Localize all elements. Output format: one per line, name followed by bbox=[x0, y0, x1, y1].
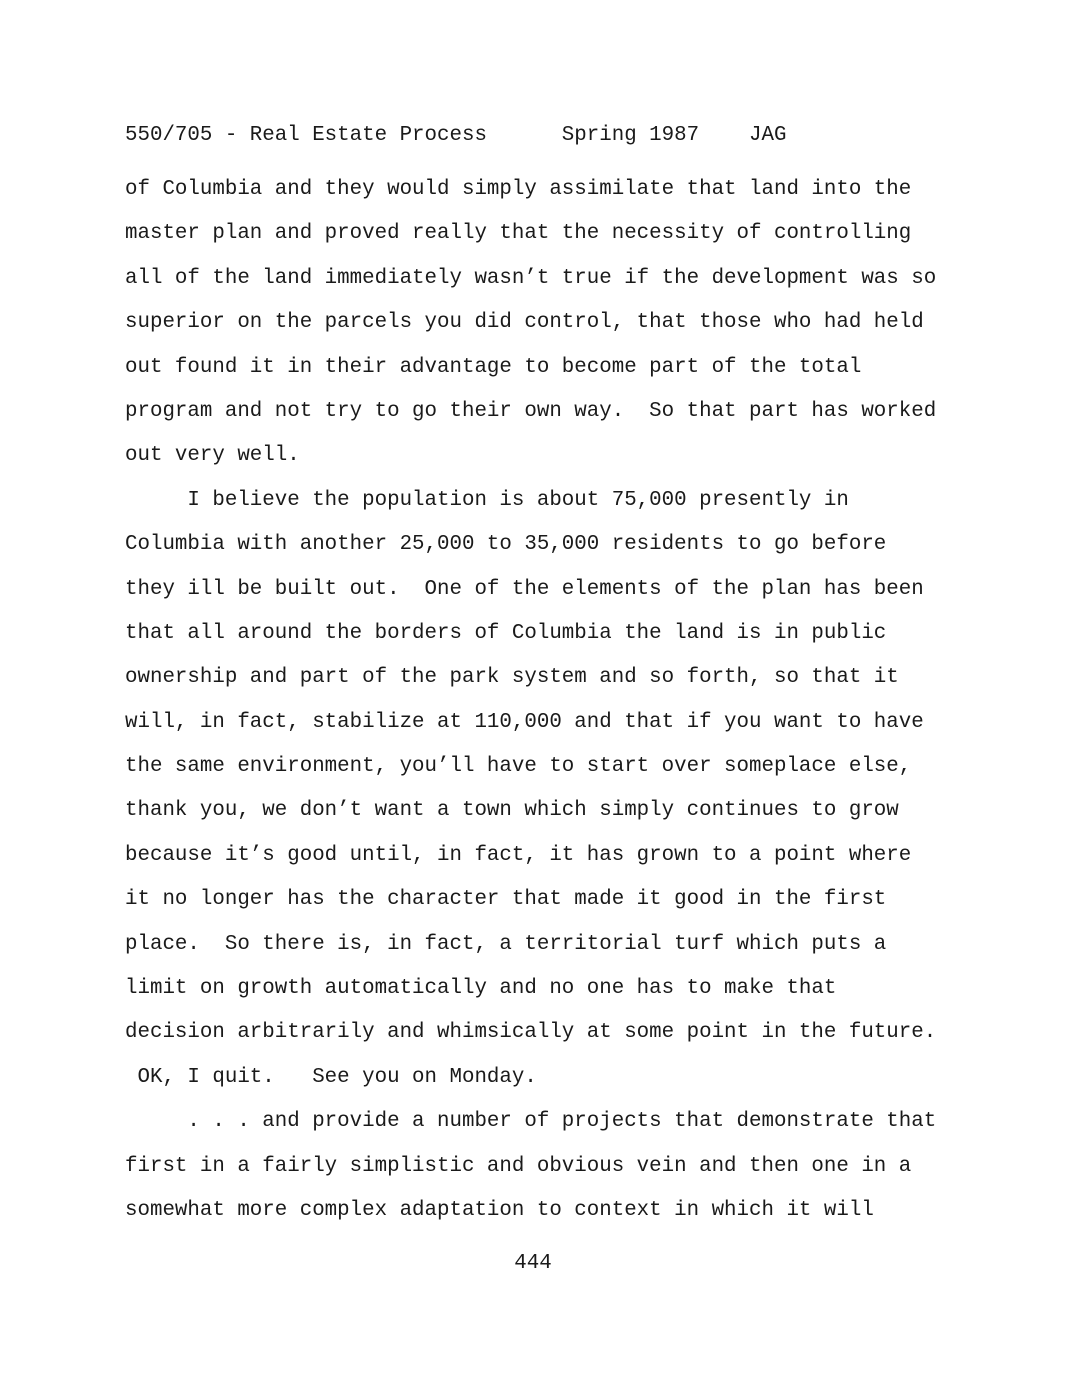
text-line: all of the land immediately wasn’t true if the development was so bbox=[125, 266, 937, 290]
text-line: somewhat more complex adaptation to context in which it will bbox=[125, 1198, 874, 1222]
page-header: 550/705 - Real Estate Process Spring 1987 JAG bbox=[125, 124, 787, 147]
page-number: 444 bbox=[514, 1252, 552, 1275]
text-line: master plan and proved really that the necessity of controlling bbox=[125, 222, 912, 246]
text-line: limit on growth automatically and no one has to make that bbox=[125, 977, 837, 1001]
text-line: program and not try to go their own way. So that part has worked bbox=[125, 399, 937, 423]
text-line: thank you, we don’t want a town which simply continues to grow bbox=[125, 799, 899, 823]
text-line: superior on the parcels you did control, that those who had held bbox=[125, 311, 924, 335]
text-line: out very well. bbox=[125, 444, 300, 468]
text-line: of Columbia and they would simply assimilate that land into the bbox=[125, 178, 912, 201]
text-line: will, in fact, stabilize at 110,000 and that if you want to have bbox=[125, 710, 924, 734]
text-line: that all around the borders of Columbia the land is in public bbox=[125, 621, 887, 645]
text-line: it no longer has the character that made it good in the first bbox=[125, 888, 887, 912]
text-line: ownership and part of the park system and so forth, so that it bbox=[125, 666, 899, 690]
text-line: because it’s good until, in fact, it has grown to a point where bbox=[125, 843, 912, 867]
text-line: place. So there is, in fact, a territorial turf which puts a bbox=[125, 932, 887, 956]
text-line: . . . and provide a number of projects that demonstrate that bbox=[125, 1110, 937, 1134]
text-line: decision arbitrarily and whimsically at some point in the future. bbox=[125, 1021, 937, 1045]
body-text bbox=[125, 168, 955, 1233]
text-line: first in a fairly simplistic and obvious vein and then one in a bbox=[125, 1154, 912, 1178]
text-line: out found it in their advantage to become part of the total bbox=[125, 355, 862, 379]
text-line: they ill be built out. One of the elements of the plan has been bbox=[125, 577, 924, 601]
text-line: the same environment, you’ll have to start over someplace else, bbox=[125, 755, 912, 779]
text-line: I believe the population is about 75,000 presently in bbox=[125, 488, 849, 512]
text-line: OK, I quit. See you on Monday. bbox=[125, 1065, 537, 1089]
text-line: Columbia with another 25,000 to 35,000 residents to go before bbox=[125, 533, 887, 557]
